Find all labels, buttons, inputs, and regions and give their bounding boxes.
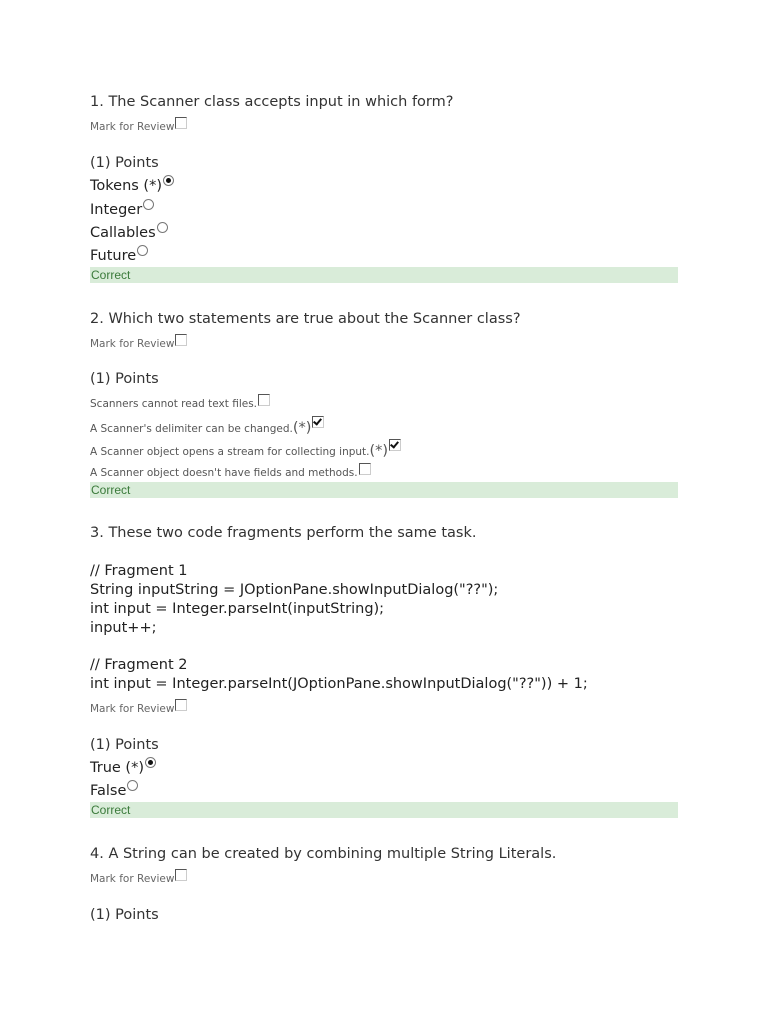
correct-label: Correct: [91, 803, 131, 817]
option-label: Callables: [90, 225, 156, 241]
q1-mark-for-review-checkbox[interactable]: [175, 117, 187, 129]
q1-mark-for-review: [90, 121, 187, 133]
q1-correct-banner: [90, 267, 678, 283]
option-label: False: [90, 783, 127, 799]
q3-option-2-radio[interactable]: [127, 780, 138, 791]
q3-correct-banner: [90, 802, 678, 818]
q3-mark-for-review: [90, 703, 187, 715]
q2-mark-for-review: [90, 338, 187, 350]
code-fragment-1-line-2: String inputString = JOptionPane.showInputDialog("??");: [90, 582, 499, 598]
correct-label: Correct: [91, 483, 131, 497]
correct-marker: (*): [292, 420, 312, 436]
correct-marker: (*): [369, 443, 389, 459]
q2-option-1[interactable]: [90, 398, 270, 410]
q2-option-3-checkbox[interactable]: [389, 439, 401, 451]
q2-correct-banner: [90, 482, 678, 498]
code-fragment-2-line-1: // Fragment 2: [90, 657, 188, 673]
q1-points: (1) Points: [90, 155, 159, 171]
option-label: A Scanner object doesn't have fields and methods.: [90, 467, 358, 479]
mark-for-review-label: Mark for Review: [90, 121, 175, 133]
option-label: A Scanner object opens a stream for collecting input.: [90, 446, 370, 458]
question-4-text: 4. A String can be created by combining multiple String Literals.: [90, 846, 557, 862]
q1-option-3[interactable]: [90, 225, 168, 241]
q2-option-4[interactable]: [90, 467, 371, 479]
q1-option-2-radio[interactable]: [143, 199, 154, 210]
q1-option-4[interactable]: [90, 248, 148, 264]
q2-points: (1) Points: [90, 371, 159, 387]
mark-for-review-label: Mark for Review: [90, 873, 175, 885]
q4-mark-for-review-checkbox[interactable]: [175, 869, 187, 881]
option-label: True (*): [90, 760, 144, 776]
option-label: Scanners cannot read text files.: [90, 398, 258, 410]
q3-option-1[interactable]: [90, 760, 156, 776]
q4-mark-for-review: [90, 873, 187, 885]
q1-option-4-radio[interactable]: [137, 245, 148, 256]
q2-option-3[interactable]: [90, 443, 401, 459]
q2-option-1-checkbox[interactable]: [258, 394, 270, 406]
q3-option-2[interactable]: [90, 783, 138, 799]
code-fragment-1-line-3: int input = Integer.parseInt(inputString);: [90, 601, 385, 617]
mark-for-review-label: Mark for Review: [90, 703, 175, 715]
q3-mark-for-review-checkbox[interactable]: [175, 699, 187, 711]
mark-for-review-label: Mark for Review: [90, 338, 175, 350]
q1-option-2[interactable]: [90, 202, 154, 218]
code-fragment-1-line-4: input++;: [90, 620, 157, 636]
q3-points: (1) Points: [90, 737, 159, 753]
q2-mark-for-review-checkbox[interactable]: [175, 334, 187, 346]
question-2-text: 2. Which two statements are true about the Scanner class?: [90, 311, 521, 327]
option-label: Future: [90, 248, 137, 264]
q1-option-3-radio[interactable]: [157, 222, 168, 233]
correct-label: Correct: [91, 268, 131, 282]
q3-option-1-radio[interactable]: [145, 757, 156, 768]
question-1-text: 1. The Scanner class accepts input in which form?: [90, 94, 454, 110]
q2-option-2[interactable]: [90, 420, 324, 436]
option-label: Tokens (*): [90, 178, 162, 194]
q1-option-1-radio[interactable]: [163, 175, 174, 186]
q4-points: (1) Points: [90, 907, 159, 923]
q1-option-1[interactable]: [90, 178, 174, 194]
code-fragment-2-line-2: int input = Integer.parseInt(JOptionPane.showInputDialog("??")) + 1;: [90, 676, 588, 692]
q2-option-2-checkbox[interactable]: [312, 416, 324, 428]
q2-option-4-checkbox[interactable]: [359, 463, 371, 475]
option-label: Integer: [90, 202, 143, 218]
code-fragment-1-line-1: // Fragment 1: [90, 563, 188, 579]
option-label: A Scanner's delimiter can be changed.: [90, 423, 293, 435]
question-3-text: 3. These two code fragments perform the same task.: [90, 525, 477, 541]
